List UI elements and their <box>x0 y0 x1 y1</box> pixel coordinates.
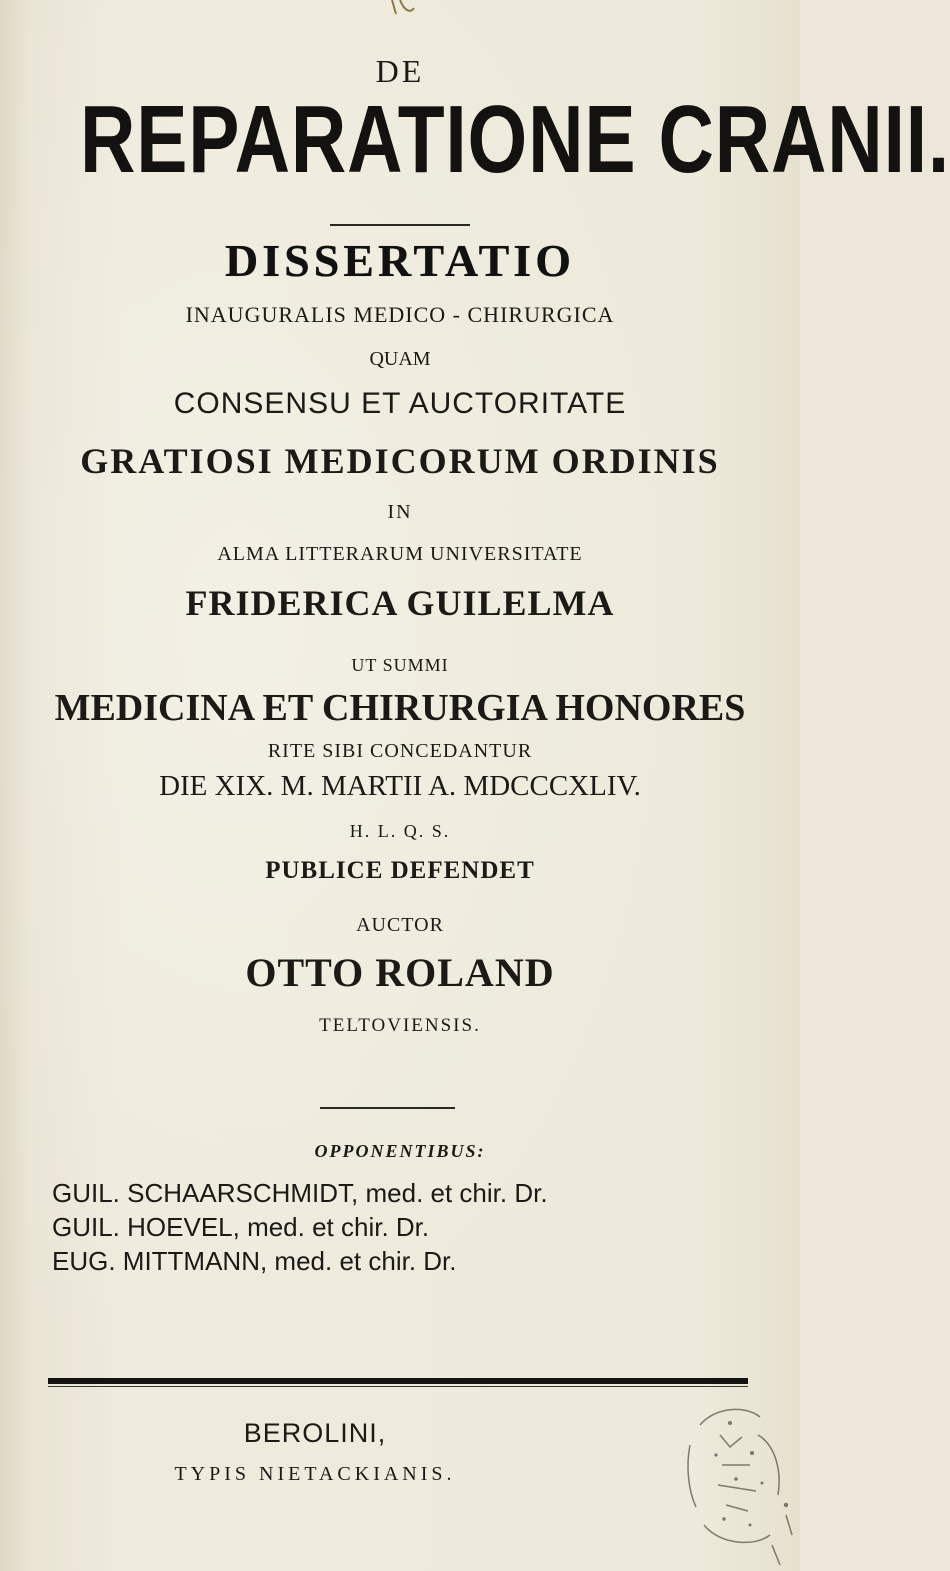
main-title: REPARATIONE CRANII. <box>80 86 950 193</box>
imprint-divider-thin <box>48 1386 748 1387</box>
pre-title: DE <box>375 53 425 89</box>
title-divider <box>330 224 470 226</box>
author-divider <box>320 1107 455 1109</box>
imprint-divider <box>48 1378 748 1384</box>
rite-line: RITE SIBI CONCEDANTUR <box>267 740 533 762</box>
alma-line: ALMA LITTERARUM UNIVERSITATE <box>217 543 583 565</box>
imprint-printer: TYPIS NIETACKIANIS. <box>174 1463 456 1485</box>
hlqs-line: H. L. Q. S. <box>349 821 451 841</box>
author-origin: TELTOVIENSIS. <box>319 1015 481 1036</box>
scan-blemish-mark <box>388 0 418 40</box>
opponent-item: EUG. MITTMANN, med. et chir. Dr. <box>52 1246 457 1276</box>
subtitle: INAUGURALIS MEDICO - CHIRURGICA <box>185 302 615 327</box>
quam-line: QUAM <box>369 348 431 370</box>
ut-summi-line: UT SUMMI <box>351 655 449 675</box>
honores-line: MEDICINA ET CHIRURGIA HONORES <box>54 687 746 729</box>
publice-line: PUBLICE DEFENDET <box>265 857 535 884</box>
faculty-line: GRATIOSI MEDICORUM ORDINIS <box>80 441 720 481</box>
opponents-heading: OPPONENTIBUS: <box>314 1141 486 1161</box>
genre-heading: DISSERTATIO <box>224 235 575 286</box>
library-stamp-icon <box>660 1395 800 1571</box>
opponent-item: GUIL. SCHAARSCHMIDT, med. et chir. Dr. <box>52 1178 548 1208</box>
opponents-list <box>0 1176 800 1278</box>
university-name: FRIDERICA GUILELMA <box>185 583 615 623</box>
consensu-line: CONSENSU ET AUCTORITATE <box>173 387 627 420</box>
imprint-city: BEROLINI, <box>243 1418 387 1448</box>
date-line: DIE XIX. M. MARTII A. MDCCCXLIV. <box>159 770 641 802</box>
auctor-label: AUCTOR <box>356 914 444 936</box>
author-name: OTTO ROLAND <box>245 950 555 995</box>
in-line: IN <box>387 501 413 523</box>
opponent-item: GUIL. HOEVEL, med. et chir. Dr. <box>52 1212 430 1242</box>
